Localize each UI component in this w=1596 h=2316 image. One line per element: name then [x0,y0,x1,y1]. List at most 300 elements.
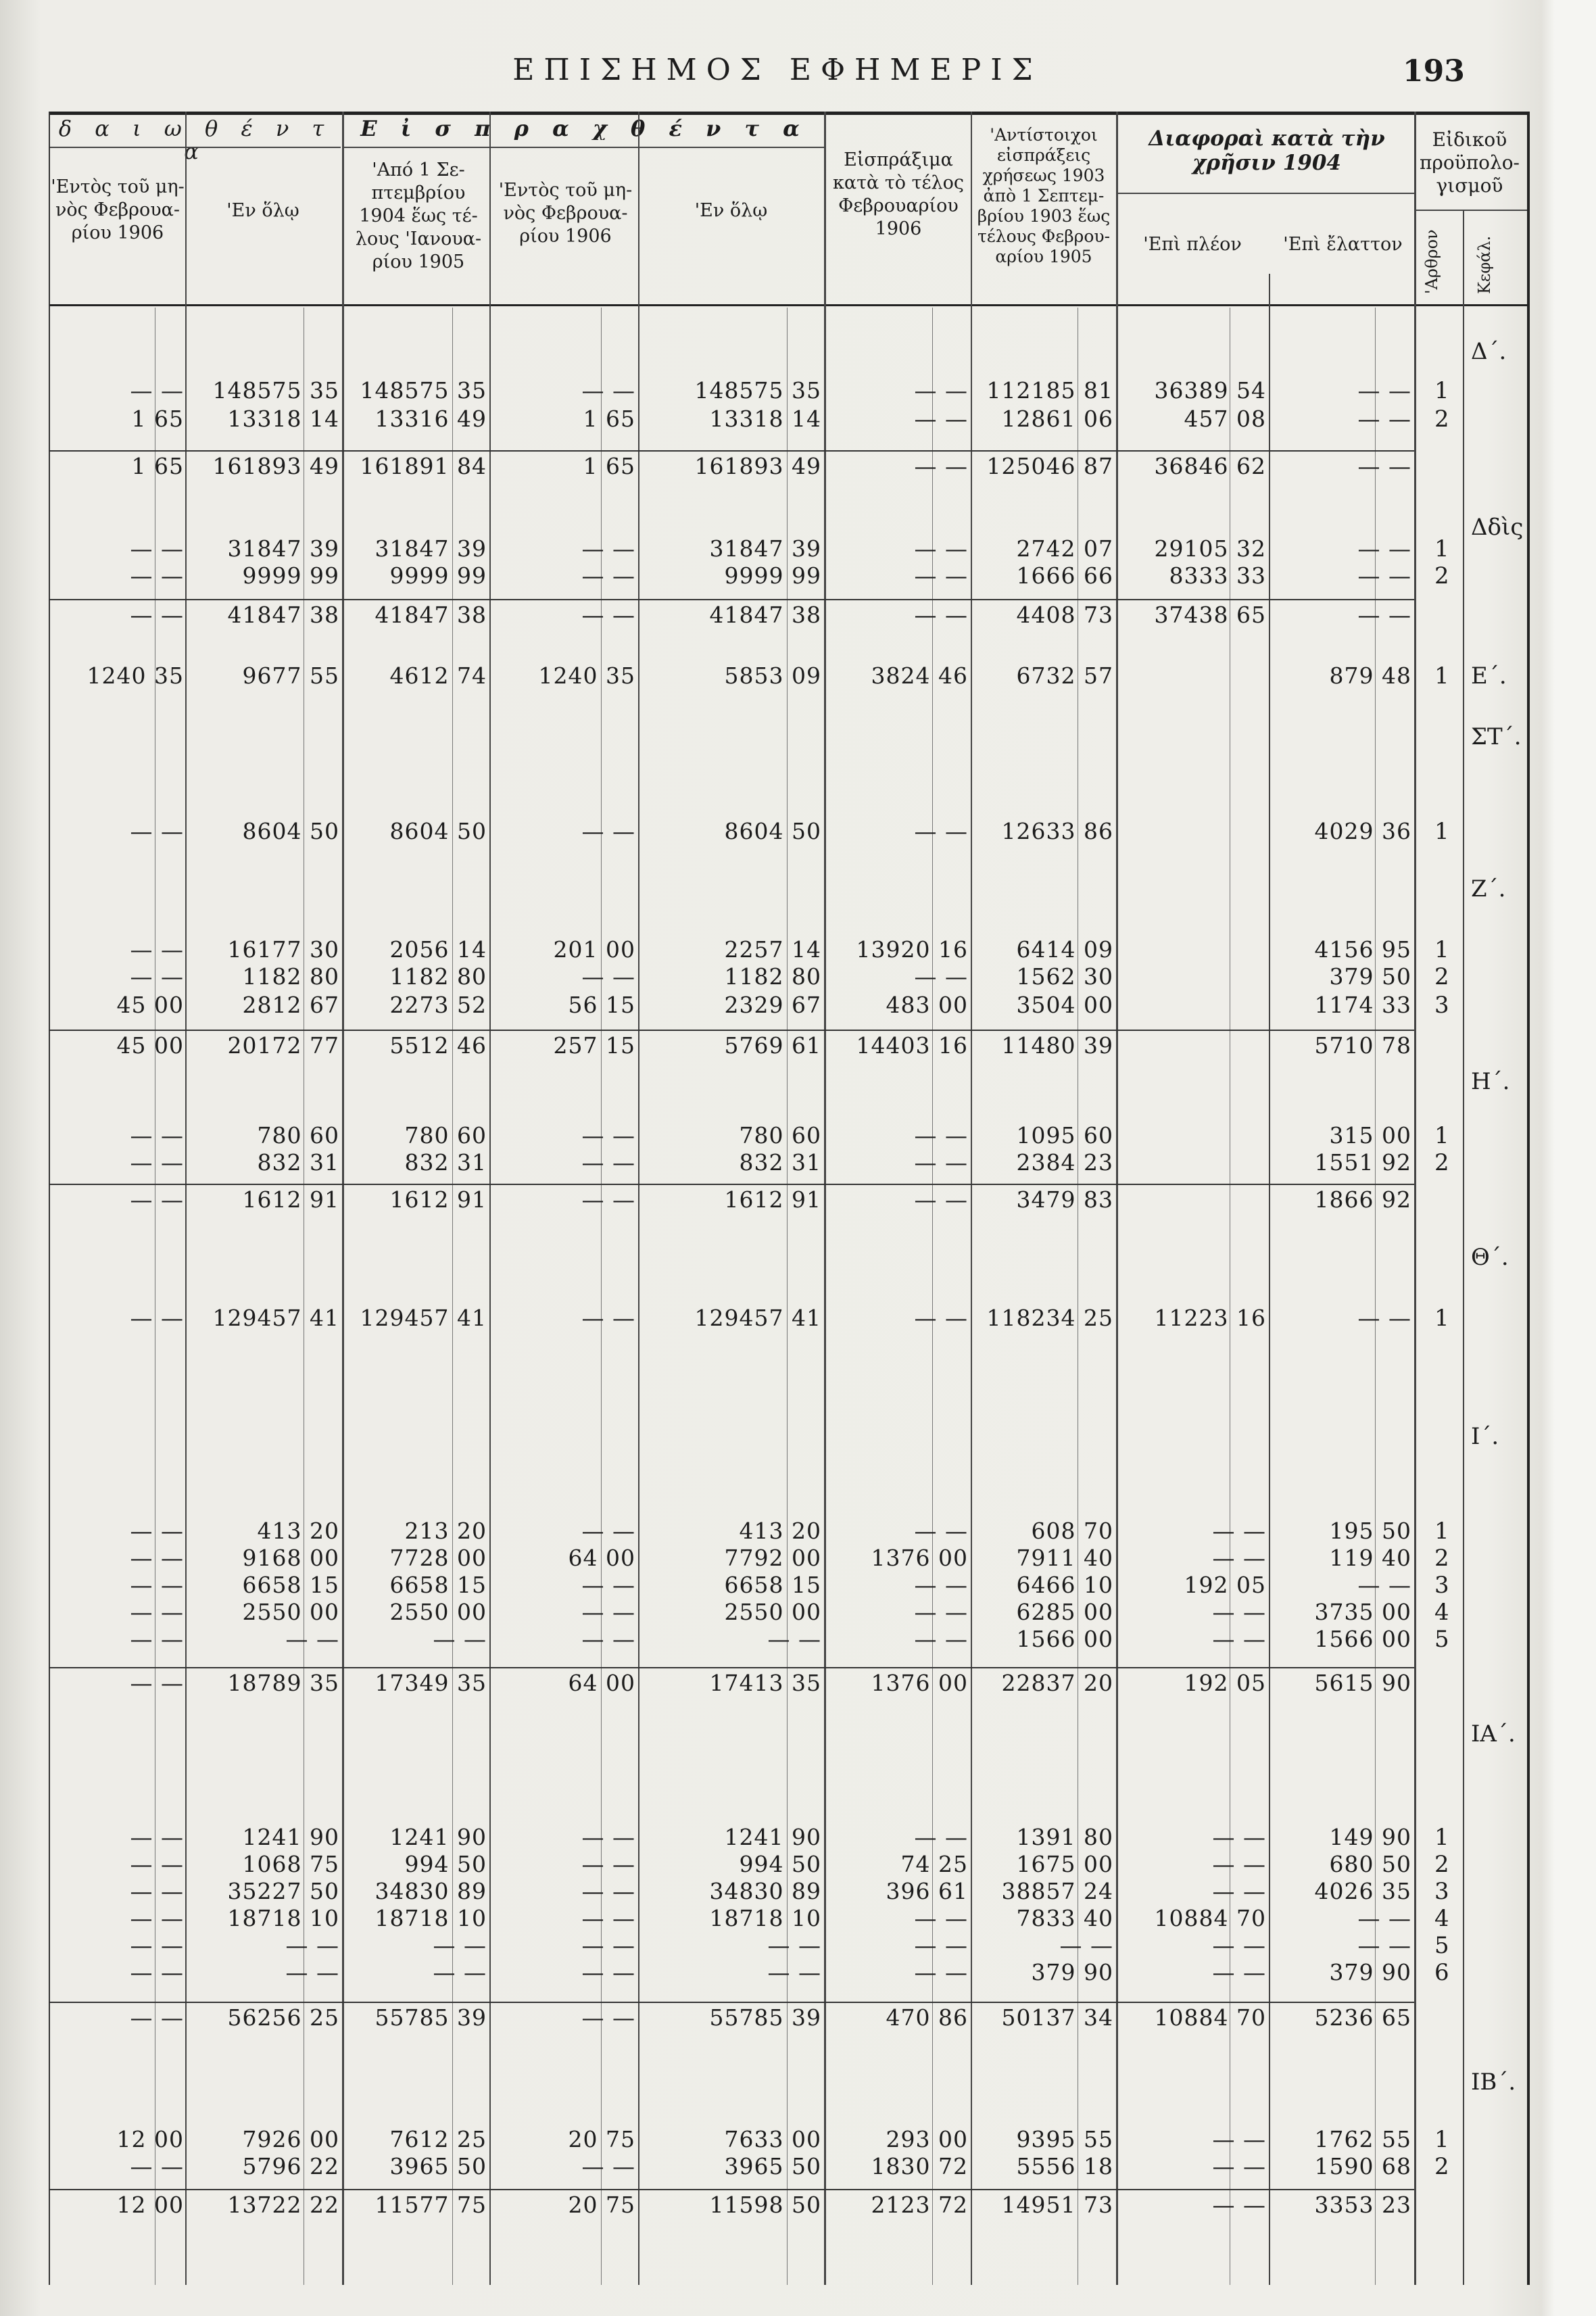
chapter-label: Δ΄. [1471,338,1507,365]
table-cell: 4156 95 [1314,936,1411,963]
table-cell: — — [1059,1932,1113,1958]
table-cell: 13318 14 [709,406,821,432]
table-cell: 3479 83 [1016,1186,1113,1213]
table-cell: 3353 23 [1314,2192,1411,2218]
table-cell: — — [130,1959,184,1985]
table-cell: — — [581,1959,635,1985]
table-cell: — — [581,1626,635,1652]
subtotal-rule [50,1184,1414,1185]
table-cell: 1551 92 [1314,1149,1411,1176]
table-cell: 1762 55 [1314,2126,1411,2152]
table-cell: 56 15 [568,992,635,1018]
table-cell: 2812 67 [242,992,339,1018]
article-number: 1 [1434,662,1449,690]
header-col-total-collected: 'Εν ὅλῳ [694,200,768,221]
table-cell: — — [1357,1305,1411,1331]
table-cell: 7728 00 [389,1545,487,1571]
table-cell: 12 00 [116,2192,184,2218]
table-cell: 12 00 [116,2126,184,2152]
table-cell: 20 75 [568,2192,635,2218]
table-cell: — — [130,1626,184,1652]
table-cell: — — [581,2004,635,2031]
article-number: 1 [1434,2126,1449,2153]
table-cell: 483 00 [886,992,968,1018]
table-cell: — — [1212,1959,1266,1985]
article-number: 2 [1434,562,1449,589]
table-cell: — — [1212,1878,1266,1904]
table-cell: 11577 75 [374,2192,487,2218]
table-cell: 1391 80 [1016,1824,1113,1850]
table-cell: — — [1357,1905,1411,1931]
article-number: 1 [1434,1122,1449,1149]
table-cell: 14951 73 [1001,2192,1113,2218]
table-cell: 41847 38 [227,602,339,628]
table-cell: 129457 41 [360,1305,487,1331]
table-cell: — — [914,453,968,479]
table-cell: — — [767,1626,821,1652]
table-cell: 22837 20 [1001,1670,1113,1696]
table-cell: 3735 00 [1314,1599,1411,1625]
table-cell: 8604 50 [242,818,339,844]
table-cell: — — [1357,1932,1411,1958]
table-cell: — — [285,1959,339,1985]
table-cell: 780 60 [739,1122,821,1149]
header-group-collected: Ε ἰ σ π ρ α χ θ έ ν τ α [360,117,808,140]
table-cell: 7911 40 [1016,1545,1113,1571]
table-cell: 413 20 [739,1518,821,1544]
table-cell: — — [1212,1932,1266,1958]
header-col-month-due: 'Εντὸς τοῦ μη-νὸς Φεβρουα-ρίου 1906 [51,176,185,243]
table-cell: 2056 14 [389,936,487,963]
table-cell: 1376 00 [871,1670,968,1696]
table-cell: 1612 91 [242,1186,339,1213]
table-cell: — — [581,2153,635,2179]
table-cell: — — [581,1851,635,1877]
table-cell: 118234 25 [986,1305,1113,1331]
table-cell: — — [914,1599,968,1625]
table-cell: — — [767,1932,821,1958]
table-cell: — — [1212,1599,1266,1625]
table-cell: 64 00 [568,1670,635,1696]
table-cell: 112185 81 [986,377,1113,404]
table-cell: 55785 39 [374,2004,487,2031]
table-cell: 10884 70 [1154,1905,1266,1931]
table-cell: 457 08 [1184,406,1266,432]
header-col-total-due: 'Εν ὅλῳ [226,200,299,221]
table-cell: — — [581,1824,635,1850]
table-cell: — — [1212,1824,1266,1850]
table-cell: 1612 91 [389,1186,487,1213]
header-split [344,147,824,148]
table-cell: 832 31 [404,1149,487,1176]
table-cell: 31847 39 [709,535,821,562]
subtotal-rule [50,1030,1414,1031]
table-cell: 7833 40 [1016,1905,1113,1931]
header-col-corresponding: 'Αντίστοιχοι εἰσπράξεις χρήσεως 1903 ἀπὸ 1 Σεπτεμ-βρίου 1903 ἕως τέλους Φεβρου-αρίου 1905 [977,125,1111,266]
table-cell: 2550 00 [242,1599,339,1625]
table-cell: 1241 90 [389,1824,487,1850]
article-number: 1 [1434,1305,1449,1332]
table-cell: — — [1357,602,1411,628]
article-number: 3 [1434,1878,1449,1905]
chapter-label: Ζ΄. [1471,875,1506,902]
table-cell: 9395 55 [1016,2126,1113,2152]
table-cell: — — [1212,2126,1266,2152]
table-cell: — — [914,1186,968,1213]
article-number: 3 [1434,992,1449,1019]
table-cell: — — [914,406,968,432]
table-cell: 379 50 [1329,963,1411,990]
table-cell: 8604 50 [724,818,821,844]
table-cell: 161893 49 [694,453,821,479]
table-cell: 34830 89 [709,1878,821,1904]
table-cell: — — [130,1545,184,1571]
table-cell: 5796 22 [242,2153,339,2179]
table-cell: 8604 50 [389,818,487,844]
table-cell: 31847 39 [374,535,487,562]
table-cell: 1675 00 [1016,1851,1113,1877]
table-cell: 413 20 [257,1518,339,1544]
table-cell: 17349 35 [374,1670,487,1696]
table-cell: 1182 80 [389,963,487,990]
table-cell: 74 25 [900,1851,968,1877]
article-number: 4 [1434,1599,1449,1626]
table-cell: — — [285,1626,339,1652]
table-cell: 879 48 [1329,662,1411,689]
subtotal-rule [50,599,1414,600]
chapter-label: ΣΤ΄. [1471,723,1522,750]
table-cell: 14403 16 [856,1032,968,1059]
table-cell: 9677 55 [242,662,339,689]
table-cell: 13318 14 [227,406,339,432]
table-cell: — — [130,602,184,628]
table-cell: — — [130,1905,184,1931]
table-cell: — — [914,963,968,990]
chapter-label: ΙΒ΄. [1471,2069,1516,2096]
table-cell: 9999 99 [724,562,821,589]
table-cell: — — [581,1878,635,1904]
table-cell: 780 60 [404,1122,487,1149]
table-cell: — — [1212,2153,1266,2179]
table-cell: — — [914,1518,968,1544]
table-cell: 1562 30 [1016,963,1113,990]
header-col-month-collected: 'Εντὸς τοῦ μη-νὸς Φεβρουα-ρίου 1906 [498,180,633,247]
table-cell: 7926 00 [242,2126,339,2152]
header-col-collectible: Εἰσπράξιμα κατὰ τὸ τέλος Φεβρουαρίου 1906 [832,149,965,239]
table-cell: 11223 16 [1154,1305,1266,1331]
table-cell: — — [914,1122,968,1149]
table-cell: 470 86 [886,2004,968,2031]
table-cell: 125046 87 [986,453,1113,479]
table-cell: 9168 00 [242,1545,339,1571]
table-cell: — — [130,1149,184,1176]
table-cell: 64 00 [568,1545,635,1571]
table-cell: 608 70 [1031,1518,1113,1544]
table-cell: 6285 00 [1016,1599,1113,1625]
table-cell: 1241 90 [724,1824,821,1850]
table-cell: 9999 99 [242,562,339,589]
table-cell: 1240 35 [538,662,635,689]
table-cell: — — [1357,1572,1411,1598]
table-cell: — — [1357,453,1411,479]
header-split [50,147,341,148]
table-cell: 2329 67 [724,992,821,1018]
table-cell: 1566 00 [1016,1626,1113,1652]
table-cell: — — [130,1186,184,1213]
table-cell: 1182 80 [242,963,339,990]
article-number: 1 [1434,535,1449,562]
table-cell: — — [914,1905,968,1931]
article-number: 1 [1434,936,1449,963]
table-cell: 2550 00 [724,1599,821,1625]
table-cell: — — [581,602,635,628]
subtotal-rule [50,1667,1414,1668]
table-cell: — — [581,1905,635,1931]
chapter-label: Ε΄. [1471,662,1507,690]
table-cell: — — [914,562,968,589]
header-group-differences: Διαφοραὶ κατὰ τὴν χρῆσιν 1904 [1148,126,1385,175]
table-cell: 293 00 [886,2126,968,2152]
table-cell: — — [433,1959,487,1985]
table-cell: — — [914,1959,968,1985]
article-number: 5 [1434,1626,1449,1653]
table-cell: — — [581,1518,635,1544]
table-cell: — — [581,1186,635,1213]
table-cell: 34830 89 [374,1878,487,1904]
table-cell: 13316 49 [374,406,487,432]
table-cell: 38857 24 [1001,1878,1113,1904]
article-number: 3 [1434,1572,1449,1599]
article-number: 2 [1434,1149,1449,1176]
table-cell: — — [914,1305,968,1331]
table-cell: 129457 41 [694,1305,821,1331]
table-cell: — — [581,963,635,990]
header-col-deficit: 'Επὶ ἔλαττον [1283,234,1403,255]
table-cell: 55785 39 [709,2004,821,2031]
chapter-label: Θ΄. [1471,1244,1509,1271]
table-cell: — — [130,1572,184,1598]
table-cell: 41847 38 [374,602,487,628]
table-cell: 6658 15 [242,1572,339,1598]
article-number: 2 [1434,406,1449,433]
table-cell: — — [1357,535,1411,562]
table-cell: 1068 75 [242,1851,339,1877]
table-cell: 1 65 [583,453,635,479]
table-cell: — — [130,535,184,562]
table-cell: 5556 18 [1016,2153,1113,2179]
table-cell: — — [914,535,968,562]
table-cell: 1666 66 [1016,562,1113,589]
table-cell: 3824 46 [871,662,968,689]
table-cell: — — [130,1878,184,1904]
table-cell: 5853 09 [724,662,821,689]
table-cell: 18789 35 [227,1670,339,1696]
table-cell: 195 50 [1329,1518,1411,1544]
table-cell: 119 40 [1329,1545,1411,1571]
table-cell: 3965 50 [389,2153,487,2179]
chapter-label: Δδὶς [1471,514,1524,541]
table-cell: — — [581,1149,635,1176]
table-cell: — — [581,535,635,562]
table-cell: 129457 41 [212,1305,339,1331]
table-cell: 148575 35 [360,377,487,404]
table-cell: — — [130,963,184,990]
table-cell: 56256 25 [227,2004,339,2031]
table-cell: 192 05 [1184,1572,1266,1598]
table-cell: 994 50 [404,1851,487,1877]
table-cell: 20 75 [568,2126,635,2152]
article-number: 2 [1434,1851,1449,1878]
table-cell: — — [1212,1851,1266,1877]
table-cell: — — [914,1932,968,1958]
table-cell: — — [130,1932,184,1958]
table-cell: 2123 72 [871,2192,968,2218]
table-cell: 6658 15 [724,1572,821,1598]
table-cell: 1095 60 [1016,1122,1113,1149]
table-cell: — — [130,1670,184,1696]
subtotal-rule [50,450,1414,452]
table-cell: — — [914,1626,968,1652]
table-cell: — — [1357,377,1411,404]
table-cell: — — [433,1626,487,1652]
table-cell: 41847 38 [709,602,821,628]
table-cell: 5769 61 [724,1032,821,1059]
table-cell: 994 50 [739,1851,821,1877]
article-number: 2 [1434,963,1449,990]
table-cell: 1 65 [131,406,184,432]
table-cell: — — [1212,1545,1266,1571]
table-cell: 31847 39 [227,535,339,562]
table-cell: — — [130,1122,184,1149]
table-cell: — — [1212,1518,1266,1544]
table-cell: — — [1212,1626,1266,1652]
table-cell: — — [130,1851,184,1877]
table-cell: 1612 91 [724,1186,821,1213]
table-cell: — — [581,1122,635,1149]
table-cell: — — [130,377,184,404]
table-cell: — — [130,2004,184,2031]
table-cell: 1866 92 [1314,1186,1411,1213]
table-cell: 9999 99 [389,562,487,589]
header-bottom-rule [50,304,1527,306]
table-cell: 13722 22 [227,2192,339,2218]
table-cell: 161893 49 [212,453,339,479]
table-cell: 2550 00 [389,1599,487,1625]
table-cell: 1830 72 [871,2153,968,2179]
top-rule [50,112,1527,115]
table-cell: — — [581,818,635,844]
table-cell: — — [285,1932,339,1958]
article-number: 4 [1434,1905,1449,1932]
table-cell: 12861 06 [1001,406,1113,432]
table-cell: — — [130,2153,184,2179]
table-cell: 1376 00 [871,1545,968,1571]
table-cell: — — [581,1305,635,1331]
table-cell: 4026 35 [1314,1878,1411,1904]
table-cell: 1241 90 [242,1824,339,1850]
table-cell: — — [130,818,184,844]
table-cell: 2257 14 [724,936,821,963]
table-cell: 6466 10 [1016,1572,1113,1598]
table-cell: — — [767,1959,821,1985]
table-cell: 45 00 [116,1032,184,1059]
table-cell: 832 31 [739,1149,821,1176]
table-cell: — — [433,1932,487,1958]
header-group-budget: Εἰδικοῦ προϋπολο-γισμοῦ [1419,128,1520,197]
col-rule [1463,210,1464,2285]
table-cell: — — [914,377,968,404]
table-cell: — — [1357,406,1411,432]
col-rule [185,112,187,2285]
article-number: 1 [1434,1518,1449,1545]
table-cell: 16177 30 [227,936,339,963]
page-title: ΕΠΙΣΗΜΟΣ ΕΦΗΜΕΡΙΣ [512,53,1042,87]
table-cell: — — [1212,2192,1266,2218]
table-cell: 1566 00 [1314,1626,1411,1652]
table-cell: 4612 74 [389,662,487,689]
table-cell: 1590 68 [1314,2153,1411,2179]
table-cell: 45 00 [116,992,184,1018]
table-cell: 8333 33 [1169,562,1266,589]
accounts-table [49,112,1530,2285]
table-cell: 2273 52 [389,992,487,1018]
chapter-label: Η΄. [1471,1068,1510,1095]
col-rule [638,112,639,2285]
article-number: 2 [1434,1545,1449,1572]
table-cell: 17413 35 [709,1670,821,1696]
table-cell: 18718 10 [227,1905,339,1931]
table-cell: 832 31 [257,1149,339,1176]
table-cell: — — [914,1149,968,1176]
chapter-label: Ι΄. [1471,1423,1499,1450]
table-cell: 36389 54 [1154,377,1266,404]
table-cell: 148575 35 [212,377,339,404]
header-group-due: δ α ι ω θ έ ν τ α [58,117,333,163]
header-col-chapter: Κεφάλ. [1475,235,1494,294]
table-cell: — — [581,562,635,589]
table-cell: — — [130,1518,184,1544]
table-cell: — — [581,1572,635,1598]
table-cell: — — [914,1824,968,1850]
table-cell: 379 90 [1329,1959,1411,1985]
table-cell: 11480 39 [1001,1032,1113,1059]
table-cell: — — [130,1305,184,1331]
table-cell: 6658 15 [389,1572,487,1598]
table-cell: 149 90 [1329,1824,1411,1850]
header-col-surplus: 'Επὶ πλέον [1143,234,1242,255]
header-split [1416,210,1527,211]
table-cell: 1182 80 [724,963,821,990]
table-cell: 2384 23 [1016,1149,1113,1176]
table-cell: 37438 65 [1154,602,1266,628]
col-rule [1414,112,1416,2285]
table-cell: 1240 35 [87,662,184,689]
table-cell: 257 15 [553,1032,635,1059]
table-cell: 6732 57 [1016,662,1113,689]
article-number: 5 [1434,1932,1449,1959]
table-cell: 192 05 [1184,1670,1266,1696]
table-cell: — — [914,602,968,628]
page-number: 193 [1403,54,1465,89]
chapter-label: ΙΑ΄. [1471,1720,1516,1747]
table-cell: — — [581,377,635,404]
table-cell: 396 61 [886,1878,968,1904]
table-cell: — — [581,1599,635,1625]
table-cell: 5236 65 [1314,2004,1411,2031]
article-number: 1 [1434,818,1449,845]
table-cell: — — [130,1599,184,1625]
table-cell: 4408 73 [1016,602,1113,628]
